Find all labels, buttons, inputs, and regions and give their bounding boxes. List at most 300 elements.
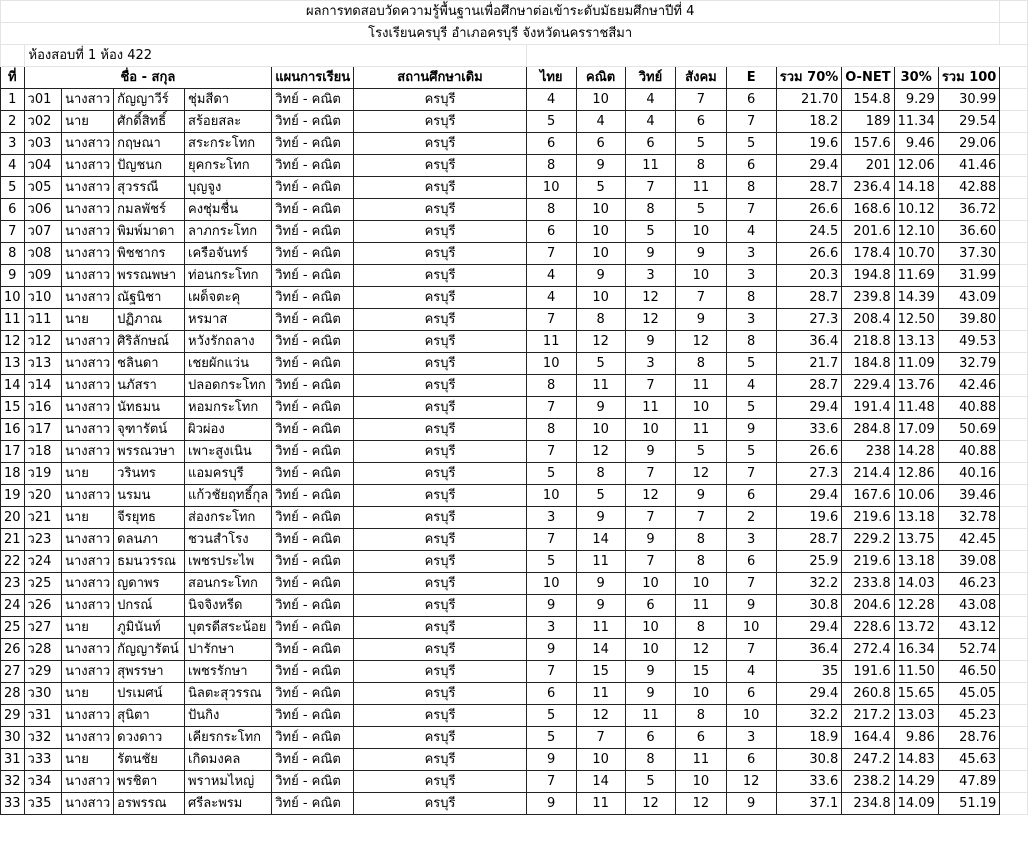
cell-first-name[interactable]: ปัญชนก	[114, 155, 185, 177]
cell-title[interactable]: นางสาว	[62, 595, 114, 617]
cell-thai[interactable]: 10	[526, 177, 576, 199]
cell-30-percent[interactable]: 9.29	[894, 89, 938, 111]
cell-last-name[interactable]: สร้อยสละ	[185, 111, 272, 133]
cell-30-percent[interactable]: 13.76	[894, 375, 938, 397]
cell-plan[interactable]: วิทย์ - คณิต	[272, 243, 354, 265]
cell-social[interactable]: 8	[676, 617, 726, 639]
cell-code[interactable]: ว20	[24, 485, 62, 507]
cell-title[interactable]: นางสาว	[62, 155, 114, 177]
cell-last-name[interactable]: ส่องกระโทก	[185, 507, 272, 529]
cell-math[interactable]: 12	[576, 331, 625, 353]
cell-math[interactable]: 9	[576, 595, 625, 617]
cell-math[interactable]: 12	[576, 441, 625, 463]
cell-plan[interactable]: วิทย์ - คณิต	[272, 793, 354, 815]
cell-school[interactable]: ครบุรี	[354, 507, 527, 529]
cell-school[interactable]: ครบุรี	[354, 375, 527, 397]
cell-total-100[interactable]: 40.16	[938, 463, 1000, 485]
cell-last-name[interactable]: สระกระโทก	[185, 133, 272, 155]
cell-no[interactable]: 15	[1, 397, 25, 419]
cell-onet[interactable]: 204.6	[842, 595, 894, 617]
cell-thai[interactable]: 9	[526, 595, 576, 617]
cell-code[interactable]: ว32	[24, 727, 62, 749]
cell-plan[interactable]: วิทย์ - คณิต	[272, 199, 354, 221]
cell-no[interactable]: 29	[1, 705, 25, 727]
cell-30-percent[interactable]: 11.69	[894, 265, 938, 287]
empty-cell[interactable]	[1000, 683, 1028, 705]
cell-first-name[interactable]: ปรเมศน์	[114, 683, 185, 705]
cell-plan[interactable]: วิทย์ - คณิต	[272, 683, 354, 705]
cell-school[interactable]: ครบุรี	[354, 199, 527, 221]
sheet-title-line1[interactable]: ผลการทดสอบวัดความรู้พื้นฐานเพื่อศึกษาต่อเข้าระดับมัธยมศึกษาปีที่ 4	[1, 1, 1000, 23]
cell-total-70[interactable]: 33.6	[776, 771, 842, 793]
cell-onet[interactable]: 229.2	[842, 529, 894, 551]
cell-plan[interactable]: วิทย์ - คณิต	[272, 441, 354, 463]
header-name[interactable]: ชื่อ - สกุล	[24, 67, 272, 89]
cell-english[interactable]: 9	[726, 595, 776, 617]
cell-title[interactable]: นางสาว	[62, 199, 114, 221]
cell-math[interactable]: 10	[576, 221, 625, 243]
cell-total-70[interactable]: 19.6	[776, 507, 842, 529]
cell-total-70[interactable]: 30.8	[776, 595, 842, 617]
cell-total-100[interactable]: 39.80	[938, 309, 1000, 331]
cell-title[interactable]: นางสาว	[62, 551, 114, 573]
cell-total-100[interactable]: 45.63	[938, 749, 1000, 771]
cell-title[interactable]: นาย	[62, 683, 114, 705]
cell-math[interactable]: 14	[576, 639, 625, 661]
cell-school[interactable]: ครบุรี	[354, 221, 527, 243]
cell-plan[interactable]: วิทย์ - คณิต	[272, 111, 354, 133]
cell-first-name[interactable]: กมลพัชร์	[114, 199, 185, 221]
cell-math[interactable]: 10	[576, 749, 625, 771]
cell-first-name[interactable]: กัญญารัตน์	[114, 639, 185, 661]
header-science[interactable]: วิทย์	[625, 67, 676, 89]
cell-last-name[interactable]: ท่อนกระโทก	[185, 265, 272, 287]
empty-cell[interactable]	[1000, 419, 1028, 441]
cell-school[interactable]: ครบุรี	[354, 133, 527, 155]
cell-social[interactable]: 12	[676, 793, 726, 815]
cell-total-70[interactable]: 24.5	[776, 221, 842, 243]
cell-total-70[interactable]: 26.6	[776, 199, 842, 221]
cell-math[interactable]: 14	[576, 771, 625, 793]
cell-school[interactable]: ครบุรี	[354, 155, 527, 177]
cell-code[interactable]: ว27	[24, 617, 62, 639]
cell-title[interactable]: นางสาว	[62, 705, 114, 727]
cell-math[interactable]: 9	[576, 397, 625, 419]
cell-social[interactable]: 7	[676, 507, 726, 529]
cell-total-70[interactable]: 29.4	[776, 397, 842, 419]
cell-30-percent[interactable]: 12.28	[894, 595, 938, 617]
cell-first-name[interactable]: พรชิตา	[114, 771, 185, 793]
cell-title[interactable]: นางสาว	[62, 441, 114, 463]
empty-cell[interactable]	[1000, 595, 1028, 617]
cell-no[interactable]: 7	[1, 221, 25, 243]
empty-cell[interactable]	[1000, 727, 1028, 749]
cell-last-name[interactable]: นิจจิงหรีด	[185, 595, 272, 617]
cell-30-percent[interactable]: 13.13	[894, 331, 938, 353]
cell-onet[interactable]: 228.6	[842, 617, 894, 639]
cell-english[interactable]: 9	[726, 793, 776, 815]
cell-onet[interactable]: 238	[842, 441, 894, 463]
empty-cell[interactable]	[1000, 221, 1028, 243]
cell-first-name[interactable]: พรรณวษา	[114, 441, 185, 463]
cell-onet[interactable]: 284.8	[842, 419, 894, 441]
cell-last-name[interactable]: เกิดมงคล	[185, 749, 272, 771]
sheet-title-line2[interactable]: โรงเรียนครบุรี อำเภอครบุรี จังหวัดนครราชสีมา	[1, 23, 1000, 45]
cell-english[interactable]: 3	[726, 309, 776, 331]
cell-last-name[interactable]: เผด็จตะคุ	[185, 287, 272, 309]
cell-thai[interactable]: 4	[526, 89, 576, 111]
cell-total-70[interactable]: 29.4	[776, 485, 842, 507]
cell-total-100[interactable]: 45.05	[938, 683, 1000, 705]
cell-first-name[interactable]: นภัสรา	[114, 375, 185, 397]
cell-social[interactable]: 8	[676, 551, 726, 573]
cell-science[interactable]: 3	[625, 265, 676, 287]
cell-school[interactable]: ครบุรี	[354, 111, 527, 133]
cell-thai[interactable]: 7	[526, 309, 576, 331]
cell-30-percent[interactable]: 12.50	[894, 309, 938, 331]
cell-english[interactable]: 7	[726, 463, 776, 485]
cell-science[interactable]: 7	[625, 551, 676, 573]
empty-cell[interactable]	[1000, 309, 1028, 331]
cell-science[interactable]: 12	[625, 793, 676, 815]
cell-onet[interactable]: 168.6	[842, 199, 894, 221]
cell-science[interactable]: 4	[625, 89, 676, 111]
cell-plan[interactable]: วิทย์ - คณิต	[272, 463, 354, 485]
cell-no[interactable]: 5	[1, 177, 25, 199]
cell-social[interactable]: 10	[676, 573, 726, 595]
cell-english[interactable]: 3	[726, 529, 776, 551]
cell-first-name[interactable]: พรรณพษา	[114, 265, 185, 287]
cell-first-name[interactable]: วรินทร	[114, 463, 185, 485]
cell-onet[interactable]: 272.4	[842, 639, 894, 661]
cell-code[interactable]: ว25	[24, 573, 62, 595]
cell-plan[interactable]: วิทย์ - คณิต	[272, 573, 354, 595]
cell-code[interactable]: ว23	[24, 529, 62, 551]
cell-total-100[interactable]: 47.89	[938, 771, 1000, 793]
cell-no[interactable]: 22	[1, 551, 25, 573]
cell-no[interactable]: 3	[1, 133, 25, 155]
cell-first-name[interactable]: ศักดิ์สิทธิ์	[114, 111, 185, 133]
cell-no[interactable]: 18	[1, 463, 25, 485]
cell-school[interactable]: ครบุรี	[354, 595, 527, 617]
cell-first-name[interactable]: พิชชากร	[114, 243, 185, 265]
cell-first-name[interactable]: อรพรรณ	[114, 793, 185, 815]
cell-total-70[interactable]: 37.1	[776, 793, 842, 815]
cell-social[interactable]: 10	[676, 683, 726, 705]
cell-title[interactable]: นาย	[62, 111, 114, 133]
cell-title[interactable]: นาย	[62, 749, 114, 771]
empty-cell[interactable]	[1000, 771, 1028, 793]
cell-english[interactable]: 3	[726, 727, 776, 749]
cell-title[interactable]: นางสาว	[62, 133, 114, 155]
cell-last-name[interactable]: ศรีละพรม	[185, 793, 272, 815]
cell-math[interactable]: 11	[576, 683, 625, 705]
cell-math[interactable]: 15	[576, 661, 625, 683]
cell-30-percent[interactable]: 13.18	[894, 551, 938, 573]
cell-math[interactable]: 5	[576, 177, 625, 199]
cell-title[interactable]: นางสาว	[62, 639, 114, 661]
empty-cell[interactable]	[1000, 199, 1028, 221]
cell-thai[interactable]: 7	[526, 771, 576, 793]
cell-total-100[interactable]: 46.23	[938, 573, 1000, 595]
cell-plan[interactable]: วิทย์ - คณิต	[272, 639, 354, 661]
cell-social[interactable]: 9	[676, 243, 726, 265]
cell-total-100[interactable]: 39.46	[938, 485, 1000, 507]
cell-onet[interactable]: 219.6	[842, 507, 894, 529]
empty-cell[interactable]	[1, 45, 25, 67]
cell-plan[interactable]: วิทย์ - คณิต	[272, 375, 354, 397]
cell-30-percent[interactable]: 16.34	[894, 639, 938, 661]
cell-onet[interactable]: 260.8	[842, 683, 894, 705]
cell-title[interactable]: นาย	[62, 507, 114, 529]
cell-title[interactable]: นาย	[62, 463, 114, 485]
cell-no[interactable]: 11	[1, 309, 25, 331]
cell-plan[interactable]: วิทย์ - คณิต	[272, 661, 354, 683]
cell-no[interactable]: 9	[1, 265, 25, 287]
cell-social[interactable]: 12	[676, 463, 726, 485]
cell-last-name[interactable]: นิลตะสุวรรณ	[185, 683, 272, 705]
cell-total-70[interactable]: 26.6	[776, 441, 842, 463]
cell-english[interactable]: 9	[726, 419, 776, 441]
empty-cell[interactable]	[1000, 243, 1028, 265]
cell-math[interactable]: 11	[576, 793, 625, 815]
cell-total-100[interactable]: 36.72	[938, 199, 1000, 221]
cell-total-70[interactable]: 28.7	[776, 529, 842, 551]
cell-math[interactable]: 11	[576, 551, 625, 573]
cell-30-percent[interactable]: 11.34	[894, 111, 938, 133]
cell-plan[interactable]: วิทย์ - คณิต	[272, 331, 354, 353]
cell-onet[interactable]: 194.8	[842, 265, 894, 287]
empty-cell[interactable]	[1000, 23, 1028, 45]
cell-code[interactable]: ว08	[24, 243, 62, 265]
cell-plan[interactable]: วิทย์ - คณิต	[272, 529, 354, 551]
cell-english[interactable]: 7	[726, 639, 776, 661]
cell-no[interactable]: 14	[1, 375, 25, 397]
cell-social[interactable]: 10	[676, 771, 726, 793]
cell-english[interactable]: 8	[726, 331, 776, 353]
cell-code[interactable]: ว26	[24, 595, 62, 617]
empty-cell[interactable]	[1000, 551, 1028, 573]
cell-plan[interactable]: วิทย์ - คณิต	[272, 419, 354, 441]
cell-science[interactable]: 9	[625, 661, 676, 683]
cell-last-name[interactable]: เครือจันทร์	[185, 243, 272, 265]
cell-code[interactable]: ว17	[24, 419, 62, 441]
cell-30-percent[interactable]: 14.03	[894, 573, 938, 595]
cell-30-percent[interactable]: 15.65	[894, 683, 938, 705]
cell-last-name[interactable]: บุญจูง	[185, 177, 272, 199]
header-social[interactable]: สังคม	[676, 67, 726, 89]
cell-code[interactable]: ว12	[24, 331, 62, 353]
cell-science[interactable]: 10	[625, 639, 676, 661]
cell-last-name[interactable]: เพชรรักษา	[185, 661, 272, 683]
cell-social[interactable]: 8	[676, 705, 726, 727]
cell-school[interactable]: ครบุรี	[354, 485, 527, 507]
cell-social[interactable]: 7	[676, 287, 726, 309]
cell-total-70[interactable]: 18.9	[776, 727, 842, 749]
cell-social[interactable]: 12	[676, 331, 726, 353]
cell-english[interactable]: 6	[726, 89, 776, 111]
cell-total-100[interactable]: 29.54	[938, 111, 1000, 133]
cell-math[interactable]: 9	[576, 507, 625, 529]
cell-code[interactable]: ว09	[24, 265, 62, 287]
cell-no[interactable]: 6	[1, 199, 25, 221]
cell-total-70[interactable]: 21.7	[776, 353, 842, 375]
empty-cell[interactable]	[1000, 639, 1028, 661]
cell-no[interactable]: 21	[1, 529, 25, 551]
cell-first-name[interactable]: ศิริลักษณ์	[114, 331, 185, 353]
cell-last-name[interactable]: ปันกิง	[185, 705, 272, 727]
cell-last-name[interactable]: เพาะสูงเนิน	[185, 441, 272, 463]
cell-school[interactable]: ครบุรี	[354, 177, 527, 199]
cell-onet[interactable]: 239.8	[842, 287, 894, 309]
header-plan[interactable]: แผนการเรียน	[272, 67, 354, 89]
cell-thai[interactable]: 5	[526, 727, 576, 749]
header-english[interactable]: E	[726, 67, 776, 89]
cell-school[interactable]: ครบุรี	[354, 463, 527, 485]
cell-thai[interactable]: 8	[526, 199, 576, 221]
cell-first-name[interactable]: ดวงดาว	[114, 727, 185, 749]
cell-total-70[interactable]: 26.6	[776, 243, 842, 265]
empty-cell[interactable]	[1000, 1, 1028, 23]
cell-plan[interactable]: วิทย์ - คณิต	[272, 595, 354, 617]
cell-thai[interactable]: 9	[526, 639, 576, 661]
cell-math[interactable]: 11	[576, 617, 625, 639]
cell-english[interactable]: 8	[726, 177, 776, 199]
cell-plan[interactable]: วิทย์ - คณิต	[272, 749, 354, 771]
cell-first-name[interactable]: ปฏิภาณ	[114, 309, 185, 331]
header-onet[interactable]: O-NET	[842, 67, 894, 89]
cell-social[interactable]: 11	[676, 749, 726, 771]
cell-30-percent[interactable]: 14.18	[894, 177, 938, 199]
cell-science[interactable]: 7	[625, 177, 676, 199]
cell-no[interactable]: 30	[1, 727, 25, 749]
cell-code[interactable]: ว03	[24, 133, 62, 155]
cell-onet[interactable]: 191.4	[842, 397, 894, 419]
cell-total-100[interactable]: 40.88	[938, 441, 1000, 463]
cell-total-100[interactable]: 37.30	[938, 243, 1000, 265]
cell-onet[interactable]: 154.8	[842, 89, 894, 111]
cell-science[interactable]: 9	[625, 683, 676, 705]
cell-thai[interactable]: 7	[526, 397, 576, 419]
empty-cell[interactable]	[1000, 89, 1028, 111]
cell-thai[interactable]: 9	[526, 793, 576, 815]
cell-first-name[interactable]: ธมนวรรณ	[114, 551, 185, 573]
cell-title[interactable]: นางสาว	[62, 221, 114, 243]
cell-plan[interactable]: วิทย์ - คณิต	[272, 617, 354, 639]
cell-social[interactable]: 11	[676, 177, 726, 199]
cell-first-name[interactable]: จีรยุทธ	[114, 507, 185, 529]
cell-onet[interactable]: 201	[842, 155, 894, 177]
cell-last-name[interactable]: ผิวผ่อง	[185, 419, 272, 441]
cell-total-70[interactable]: 32.2	[776, 573, 842, 595]
cell-last-name[interactable]: พราหมไหญ่	[185, 771, 272, 793]
cell-last-name[interactable]: เชยผักแว่น	[185, 353, 272, 375]
cell-english[interactable]: 4	[726, 661, 776, 683]
cell-onet[interactable]: 167.6	[842, 485, 894, 507]
cell-math[interactable]: 10	[576, 243, 625, 265]
cell-onet[interactable]: 164.4	[842, 727, 894, 749]
cell-first-name[interactable]: สุนิตา	[114, 705, 185, 727]
cell-30-percent[interactable]: 13.72	[894, 617, 938, 639]
cell-30-percent[interactable]: 14.83	[894, 749, 938, 771]
empty-cell[interactable]	[1000, 573, 1028, 595]
cell-science[interactable]: 6	[625, 595, 676, 617]
cell-english[interactable]: 6	[726, 749, 776, 771]
cell-school[interactable]: ครบุรี	[354, 683, 527, 705]
cell-science[interactable]: 9	[625, 243, 676, 265]
cell-plan[interactable]: วิทย์ - คณิต	[272, 309, 354, 331]
cell-science[interactable]: 3	[625, 353, 676, 375]
cell-onet[interactable]: 247.2	[842, 749, 894, 771]
cell-first-name[interactable]: กัญญาวีร์	[114, 89, 185, 111]
cell-science[interactable]: 12	[625, 485, 676, 507]
cell-total-100[interactable]: 40.88	[938, 397, 1000, 419]
cell-code[interactable]: ว05	[24, 177, 62, 199]
cell-last-name[interactable]: บุตรดีสระน้อย	[185, 617, 272, 639]
cell-social[interactable]: 9	[676, 485, 726, 507]
cell-code[interactable]: ว31	[24, 705, 62, 727]
cell-plan[interactable]: วิทย์ - คณิต	[272, 221, 354, 243]
empty-cell[interactable]	[1000, 375, 1028, 397]
cell-social[interactable]: 10	[676, 265, 726, 287]
empty-cell[interactable]	[1000, 793, 1028, 815]
cell-code[interactable]: ว34	[24, 771, 62, 793]
cell-total-70[interactable]: 36.4	[776, 331, 842, 353]
cell-first-name[interactable]: นรมน	[114, 485, 185, 507]
cell-plan[interactable]: วิทย์ - คณิต	[272, 705, 354, 727]
cell-total-100[interactable]: 28.76	[938, 727, 1000, 749]
cell-first-name[interactable]: ดลนภา	[114, 529, 185, 551]
cell-science[interactable]: 9	[625, 331, 676, 353]
cell-science[interactable]: 5	[625, 221, 676, 243]
cell-english[interactable]: 7	[726, 111, 776, 133]
cell-science[interactable]: 5	[625, 771, 676, 793]
cell-plan[interactable]: วิทย์ - คณิต	[272, 485, 354, 507]
cell-onet[interactable]: 178.4	[842, 243, 894, 265]
cell-onet[interactable]: 219.6	[842, 551, 894, 573]
cell-math[interactable]: 9	[576, 573, 625, 595]
cell-30-percent[interactable]: 14.39	[894, 287, 938, 309]
cell-social[interactable]: 8	[676, 353, 726, 375]
cell-code[interactable]: ว35	[24, 793, 62, 815]
cell-30-percent[interactable]: 9.46	[894, 133, 938, 155]
cell-thai[interactable]: 9	[526, 749, 576, 771]
cell-thai[interactable]: 8	[526, 419, 576, 441]
cell-total-100[interactable]: 43.09	[938, 287, 1000, 309]
cell-code[interactable]: ว01	[24, 89, 62, 111]
cell-school[interactable]: ครบุรี	[354, 771, 527, 793]
cell-code[interactable]: ว28	[24, 639, 62, 661]
cell-social[interactable]: 10	[676, 397, 726, 419]
cell-title[interactable]: นางสาว	[62, 661, 114, 683]
cell-no[interactable]: 26	[1, 639, 25, 661]
cell-onet[interactable]: 233.8	[842, 573, 894, 595]
cell-science[interactable]: 11	[625, 705, 676, 727]
cell-total-100[interactable]: 41.46	[938, 155, 1000, 177]
cell-social[interactable]: 7	[676, 89, 726, 111]
cell-30-percent[interactable]: 14.09	[894, 793, 938, 815]
cell-first-name[interactable]: พิมพ์มาดา	[114, 221, 185, 243]
cell-science[interactable]: 10	[625, 573, 676, 595]
cell-code[interactable]: ว21	[24, 507, 62, 529]
cell-total-70[interactable]: 29.4	[776, 617, 842, 639]
cell-title[interactable]: นางสาว	[62, 727, 114, 749]
cell-thai[interactable]: 7	[526, 441, 576, 463]
cell-first-name[interactable]: นัทธมน	[114, 397, 185, 419]
cell-science[interactable]: 12	[625, 309, 676, 331]
cell-social[interactable]: 8	[676, 529, 726, 551]
cell-science[interactable]: 11	[625, 397, 676, 419]
